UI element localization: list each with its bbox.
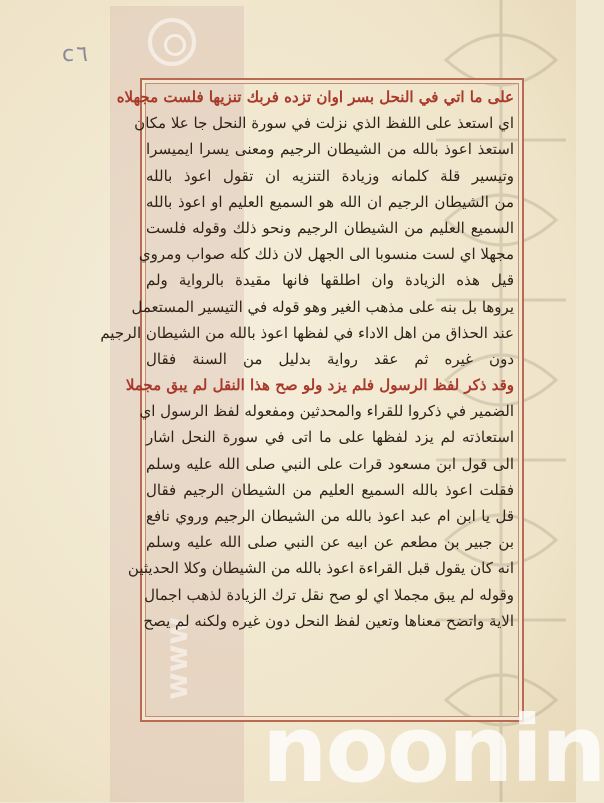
text-line: قل يا ابن ام عبد اعوذ بالله من الشيطان الرجيم وروي نافع — [146, 507, 514, 525]
text-line: وتيسير قلة كلمانه وزيادة التنزيه ان تقول اعوذ بالله — [146, 166, 514, 185]
text-line: استعاذته لم يزد لفظها على ما اتى في سورة النحل اشار — [146, 428, 514, 447]
text-line: انه كان يقول قبل القراءة اعوذ بالله من الشيطان وكلا الحديثين — [127, 559, 514, 578]
text-line: اي استعذ على اللفظ الذي نزلت في سورة النحل جا علا مكان — [134, 114, 514, 133]
rubric-line: وقد ذكر لفظ الرسول فلم يزد ولو صح هذا النقل لم يبق مجملا — [125, 376, 514, 395]
rubric-line: على ما اتي في النحل بسر اوان تزده فربك تنزيها فلست مجهلاه — [116, 88, 514, 106]
watermark-vertical-text: www — [160, 616, 195, 700]
text-line: قيل هذه الزيادة وان اطلقها فانها مقيدة بالرواية ولم — [146, 271, 514, 290]
text-line: يروها بل بنه على مذهب الغير وهو قوله في التيسير المستعمل — [131, 297, 514, 316]
manuscript-text-block — [100, 84, 514, 712]
folio-number: c٦ — [62, 42, 88, 67]
text-line: من الشيطان الرجيم ان الله هو السميع العليم او اعوذ بالله — [146, 192, 514, 211]
text-line: الى قول ابن مسعود قرات على النبي صلى الله عليه وسلم — [146, 454, 514, 473]
text-line: دون غيره ثم عقد رواية بدليل من السنة فقال — [146, 349, 514, 368]
text-line: الضمير في ذكروا للقراء والمحدثين ومفعوله لفظ الرسول اي — [139, 402, 514, 421]
watermark-logo-icon — [148, 18, 196, 66]
watermark-brand: noonin — [262, 696, 604, 803]
text-line: استعذ اعوذ بالله من الشيطان الرجيم ومعنى يسرا ايميسرا — [146, 140, 514, 159]
text-line: السميع العليم من الشيطان الرجيم ونحو ذلك وقوله فلست — [146, 218, 514, 237]
text-line: الاية واتضح معناها وتعين لفظ النحل دون غيره ولكنه لم يصح — [143, 611, 514, 630]
text-line: عند الحذاق من اهل الاداء في لفظها اعوذ بالله من الشيطان الرجيم — [100, 323, 514, 342]
text-line: مجهلا اي لست منسوبا الى الجهل لان ذلك كله صواب ومروي — [138, 245, 514, 264]
text-line: فقلت اعوذ بالله السميع العليم من الشيطان الرجيم فقال — [146, 480, 514, 499]
text-line: بن جبير بن مطعم عن ابيه عن النبي صلى الله عليه وسلم — [146, 533, 514, 552]
text-line: وقوله لم يبق مجملا اي لو صح نقل ترك الزيادة لذهب اجمال — [144, 585, 514, 604]
